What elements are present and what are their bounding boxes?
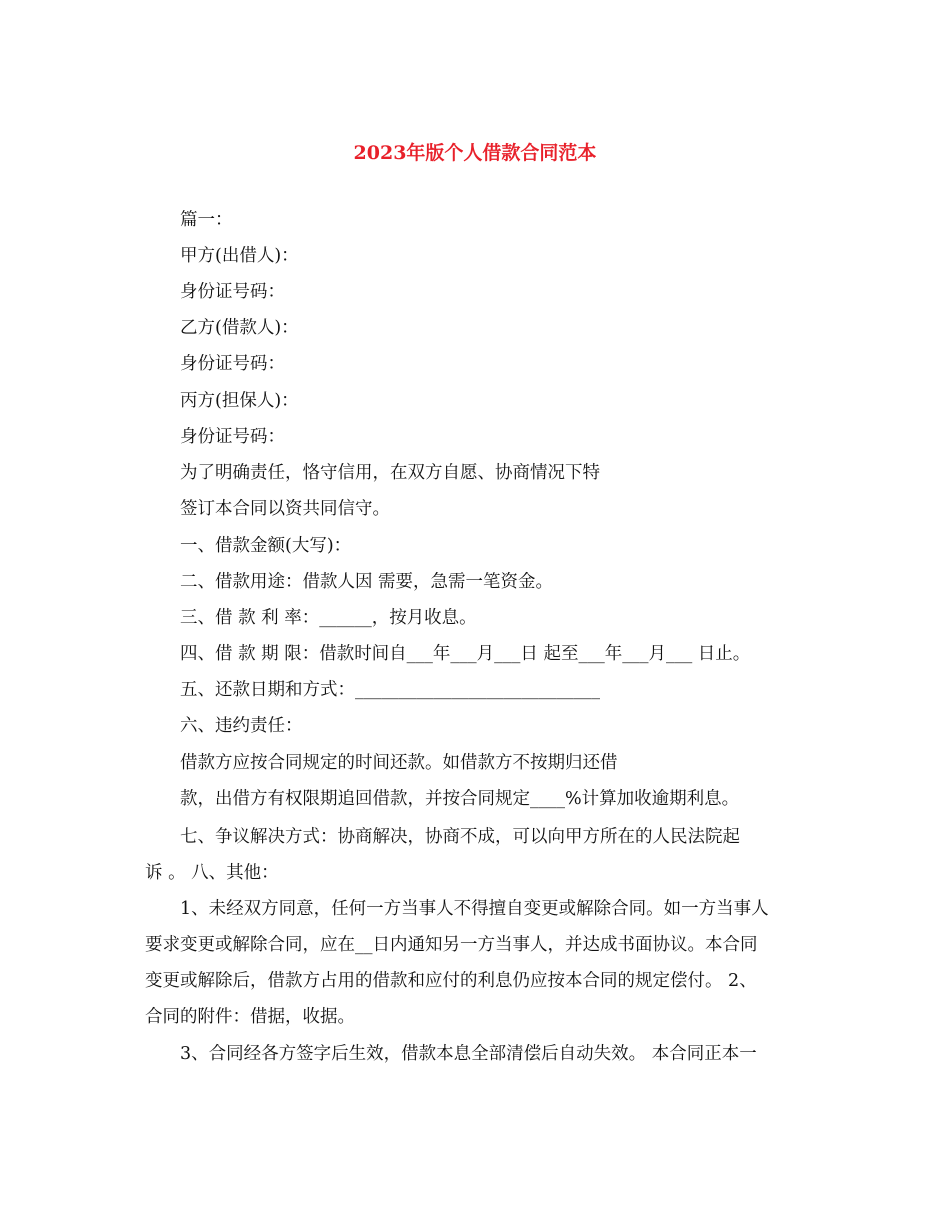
document-line: 四、借 款 期 限：借款时间自___年___月___日 起至___年___月___ 日止。 xyxy=(180,644,751,664)
document-line: 3、合同经各方签字后生效，借款本息全部清偿后自动失效。 本合同正本一 xyxy=(180,1044,757,1064)
document-line: 乙方(借款人)： xyxy=(180,318,299,338)
document-line: 二、借款用途：借款人因 需要，急需一笔资金。 xyxy=(180,572,554,592)
document-line: 丙方(担保人)： xyxy=(180,391,299,411)
document-line: 身份证号码： xyxy=(180,427,285,447)
document-line: 七、争议解决方式：协商解决，协商不成，可以向甲方所在的人民法院起 xyxy=(180,827,740,847)
document-line: 三、借 款 利 率：______，按月收息。 xyxy=(180,608,477,628)
document-line: 篇一： xyxy=(180,210,233,230)
document-line: 为了明确责任，恪守信用，在双方自愿、协商情况下特 xyxy=(180,463,600,483)
document-title: 2023年版个人借款合同范本 xyxy=(353,142,597,164)
document-line: 身份证号码： xyxy=(180,354,285,374)
document-line: 合同的附件：借据，收据。 xyxy=(145,1007,355,1027)
document-line: 款，出借方有权限期追回借款，并按合同规定____%计算加收逾期利息。 xyxy=(180,789,740,809)
document-line: 六、违约责任： xyxy=(180,716,303,736)
document-line: 签订本合同以资共同信守。 xyxy=(180,499,390,519)
document-line: 诉 。 八、其他： xyxy=(145,863,279,883)
document-line: 甲方(出借人)： xyxy=(180,246,299,266)
document-line: 一、借款金额(大写)： xyxy=(180,536,352,556)
document-line: 变更或解除后，借款方占用的借款和应付的利息仍应按本合同的规定偿付。 2、 xyxy=(145,971,757,991)
document-line: 要求变更或解除合同，应在__日内通知另一方当事人，并达成书面协议。本合同 xyxy=(145,935,758,955)
document-line: 1、未经双方同意，任何一方当事人不得擅自变更或解除合同。如一方当事人 xyxy=(180,899,769,919)
document-line: 身份证号码： xyxy=(180,282,285,302)
document-line: 五、还款日期和方式：____________________________ xyxy=(180,680,600,700)
document-line: 借款方应按合同规定的时间还款。如借款方不按期归还借 xyxy=(180,753,618,773)
